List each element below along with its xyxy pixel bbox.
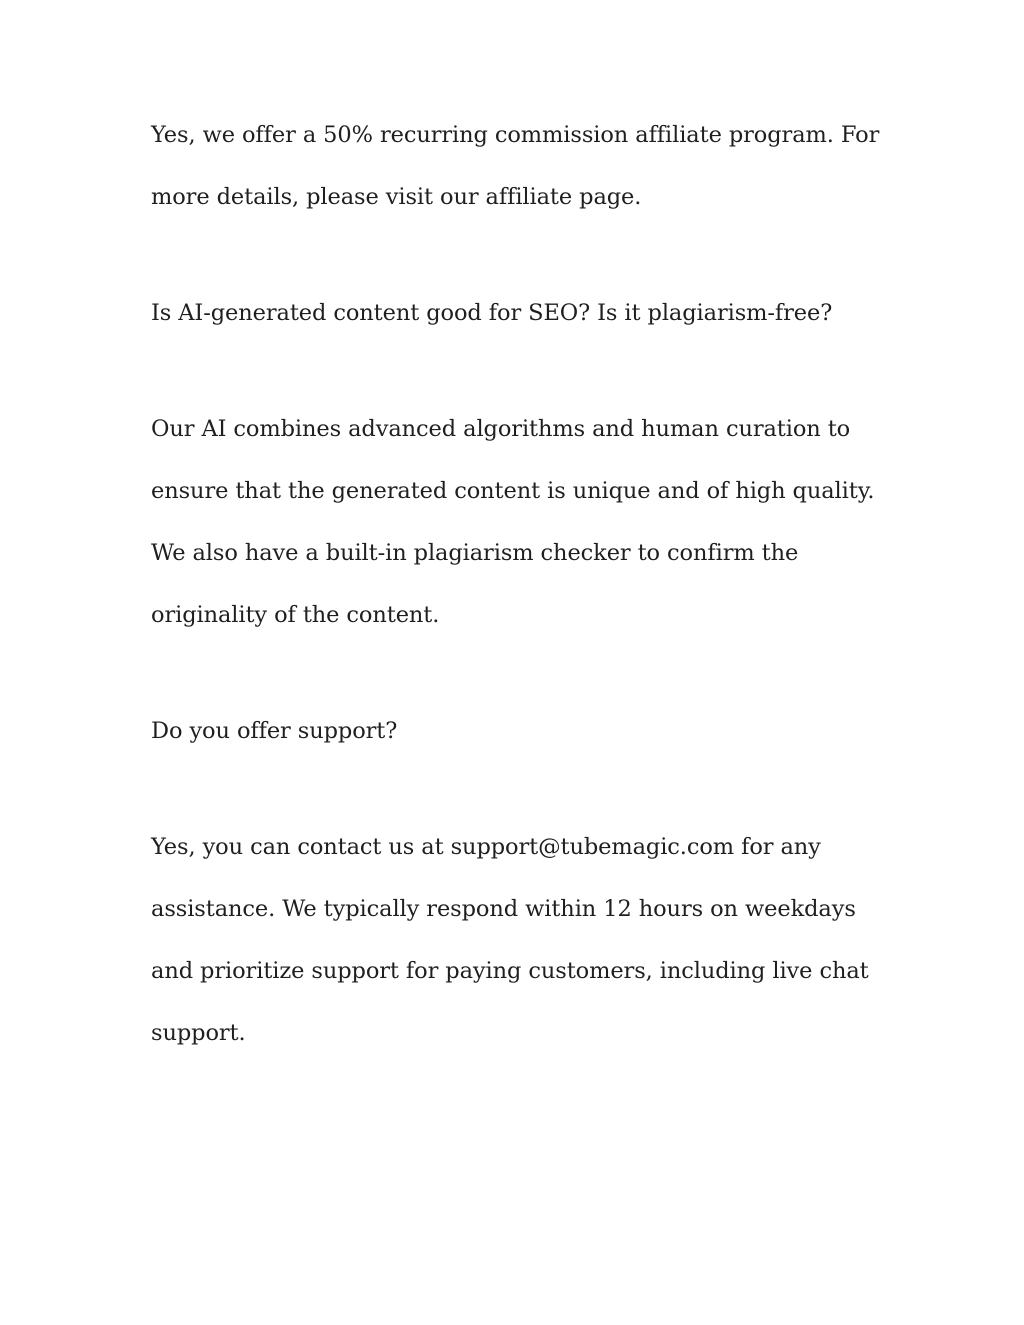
- text-line: Yes, we offer a 50% recurring commission affiliate program. For: [151, 122, 880, 148]
- paragraph-spacing: [151, 344, 891, 398]
- text-line: and prioritize support for paying customers, including live chat: [151, 957, 869, 984]
- text-line: assistance. We typically respond within 12 hours on weekdays: [151, 895, 856, 922]
- text-line: originality of the content.: [151, 602, 440, 629]
- text-line: Is AI-generated content good for SEO? Is it plagiarism-free?: [151, 299, 833, 326]
- paragraph-spacing: [151, 228, 891, 282]
- text-line: We also have a built-in plagiarism checker to confirm the: [151, 539, 799, 566]
- seo-question-paragraph: [151, 282, 891, 344]
- seo-answer-paragraph: [151, 398, 891, 647]
- text-line: support.: [151, 1020, 246, 1047]
- document-body: [151, 104, 891, 1064]
- text-line: Our AI combines advanced algorithms and human curation to: [151, 415, 851, 442]
- text-line: Yes, you can contact us at support@tubemagic.com for any: [151, 833, 821, 860]
- text-line: ensure that the generated content is unique and of high quality.: [151, 477, 875, 504]
- support-question-paragraph: [151, 700, 891, 762]
- text-line: Do you offer support?: [151, 717, 398, 744]
- text-line: more details, please visit our affiliate page.: [151, 184, 642, 211]
- paragraph-spacing: [151, 762, 891, 816]
- support-answer-paragraph: [151, 816, 891, 1065]
- affiliate-answer-paragraph: [151, 104, 891, 228]
- paragraph-spacing: [151, 646, 891, 700]
